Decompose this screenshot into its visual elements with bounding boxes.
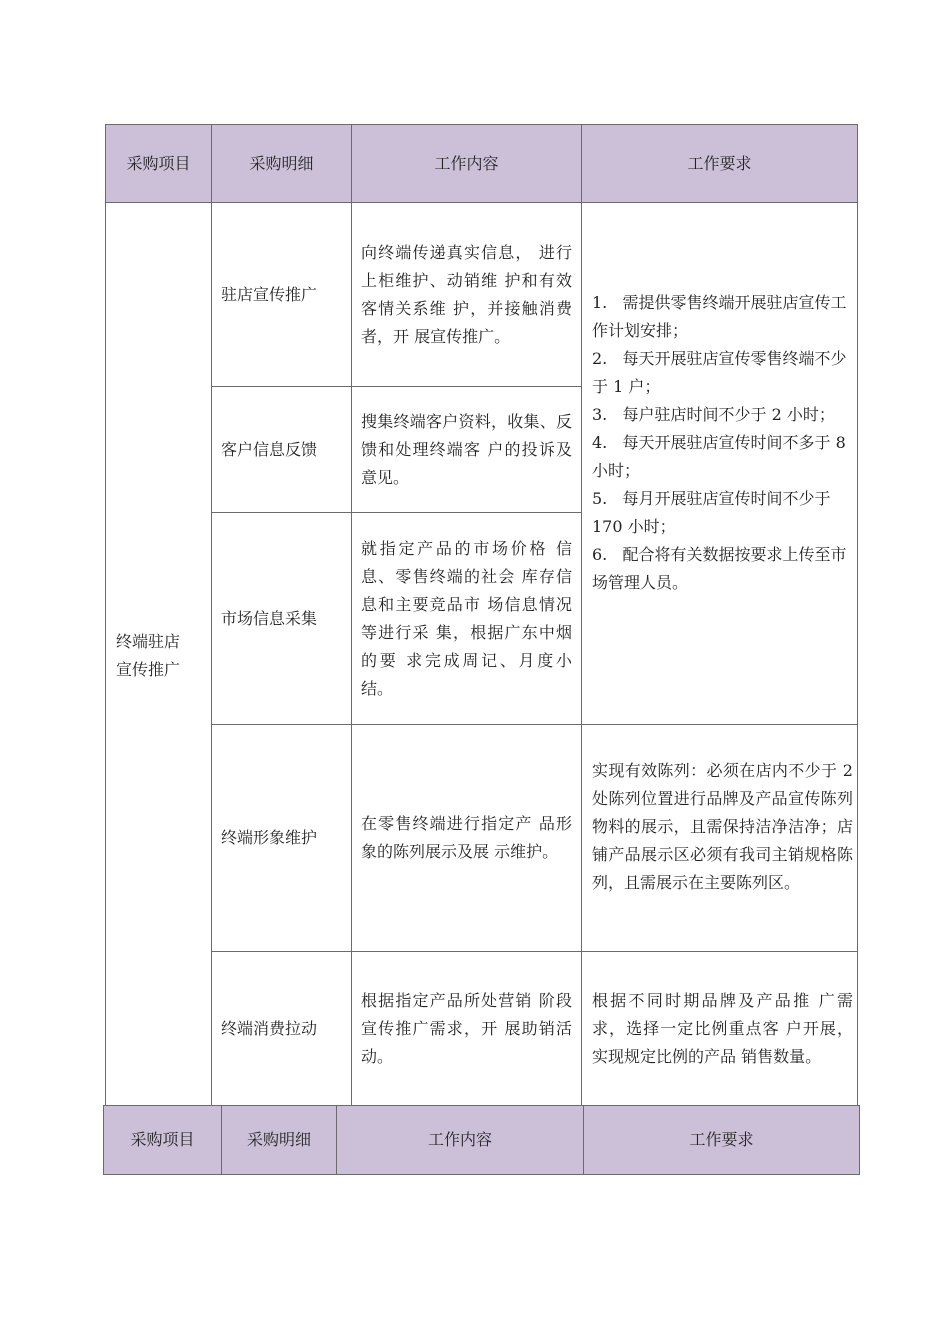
detail-cell: 驻店宣传推广	[212, 203, 352, 387]
header-item: 采购项目	[104, 1106, 222, 1175]
requirement-line: 1. 需提供零售终端开展驻店宣传工作计划安排；	[592, 293, 847, 340]
table-header-row	[106, 125, 858, 203]
content-cell: 根据指定产品所处营销 阶段宣传推广需求，开 展助销活动。	[352, 952, 582, 1106]
table-header-row	[104, 1106, 860, 1175]
table-row	[106, 725, 858, 952]
table-row	[106, 203, 858, 387]
content-cell: 就指定产品的市场价格 信息、零售终端的社会 库存信息和主要竞品市 场信息情况等进行采 集，根据广东中烟的要 求完成周记、月度小结。	[352, 513, 582, 725]
item-cell: 终端驻店 宣传推广	[106, 203, 212, 1106]
shared-requirements-cell	[582, 203, 858, 725]
requirement-line: 3. 每户驻店时间不少于 2 小时；	[592, 405, 835, 424]
header-content: 工作内容	[352, 125, 582, 203]
content-cell: 向终端传递真实信息， 进行上柜维护、动销维 护和有效客情关系维 护，并接触消费者，开 展宣传推广。	[352, 203, 582, 387]
header-requirement: 工作要求	[584, 1106, 860, 1175]
requirement-cell: 实现有效陈列：必须在店内不少于 2 处陈列位置进行品牌及产品宣传陈列物料的展示，且需保持洁净洁净；店铺产品展示区必须有我司主销规格陈列，且需展示在主要陈列区。	[582, 725, 858, 952]
header-detail: 采购明细	[212, 125, 352, 203]
header-item: 采购项目	[106, 125, 212, 203]
procurement-table	[105, 124, 858, 1106]
requirement-line: 5. 每月开展驻店宣传时间不少于 170 小时；	[592, 489, 831, 536]
requirement-line: 4. 每天开展驻店宣传时间不多于 8 小时；	[592, 433, 846, 480]
table-row	[106, 952, 858, 1106]
content-cell: 在零售终端进行指定产 品形象的陈列展示及展 示维护。	[352, 725, 582, 952]
content-cell: 搜集终端客户资料，收集、反馈和处理终端客 户的投诉及意见。	[352, 387, 582, 513]
header-detail: 采购明细	[222, 1106, 337, 1175]
requirement-cell: 根据不同时期品牌及产品推 广需求，选择一定比例重点客 户开展，实现规定比例的产品 销售数量。	[582, 952, 858, 1106]
detail-cell: 市场信息采集	[212, 513, 352, 725]
detail-cell: 终端消费拉动	[212, 952, 352, 1106]
requirement-line: 2. 每天开展驻店宣传零售终端不少于 1 户；	[592, 349, 847, 396]
header-requirement: 工作要求	[582, 125, 858, 203]
requirement-line: 6. 配合将有关数据按要求上传至市场管理人员。	[592, 545, 847, 592]
repeated-header-table	[103, 1105, 860, 1175]
header-content: 工作内容	[337, 1106, 584, 1175]
detail-cell: 终端形象维护	[212, 725, 352, 952]
detail-cell: 客户信息反馈	[212, 387, 352, 513]
